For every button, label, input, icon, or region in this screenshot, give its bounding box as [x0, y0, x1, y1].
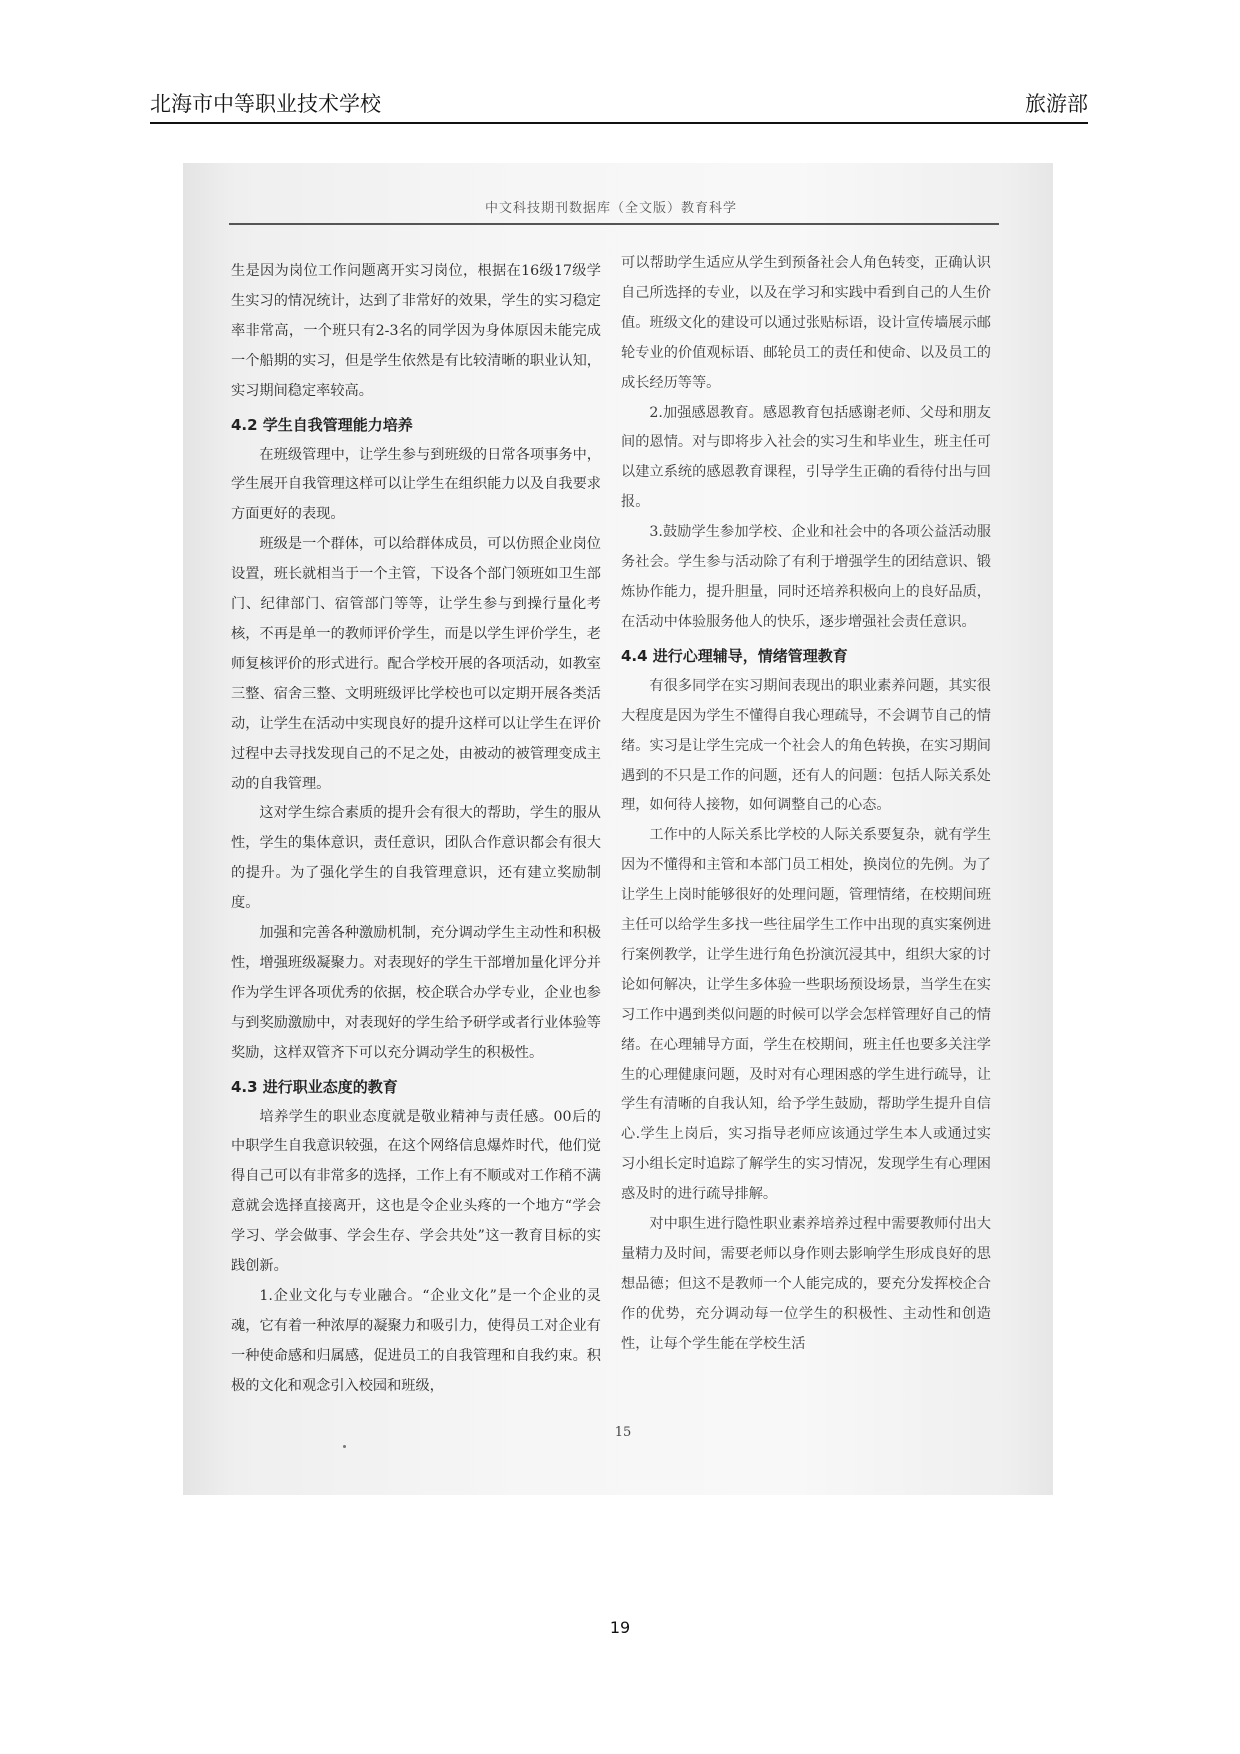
journal-header: 中文科技期刊数据库（全文版）教育科学 [484, 201, 737, 216]
paragraph: 2.加强感恩教育。感恩教育包括感谢老师、父母和朋友间的恩情。对与即将步入社会的实习生和毕业生，班主任可以建立系统的感恩教育课程，引导学生正确的看待付出与回报。 [621, 404, 991, 511]
paragraph: 对中职生进行隐性职业素养培养过程中需要教师付出大量精力及时间，需要老师以身作则去影响学生形成良好的思想品德；但这不是教师一个人能完成的，要充分发挥校企合作的优势，充分调动每一位学生的积极性、主动性和创造性，让每个学生能在学校生活 [621, 1216, 991, 1352]
paragraph: 班级是一个群体，可以给群体成员，可以仿照企业岗位设置，班长就相当于一个主管，下设各个部门领班如卫生部门、纪律部门、宿管部门等等，让学生参与到操行量化考核，不再是单一的教师评价学生，而是以学生评价学生，老师复核评价的形式进行。配合学校开展的各项活动，如教室三整、宿舍三整、文明班级评比学校也可以定期开展各类活动，让学生在活动中实现良好的提升这样可以让学生在评价过程中去寻找发现自己的不足之处，由被动的被管理变成主动的自我管理。 [231, 536, 601, 792]
paragraph: 有很多同学在实习期间表现出的职业素养问题，其实很大程度是因为学生不懂得自我心理疏导，不会调节自己的情绪。实习是让学生完成一个社会人的角色转换，在实习期间遇到的不只是工作的问题，还有人的问题：包括人际关系处理，如何待人接物，如何调整自己的心态。 [621, 677, 991, 814]
paragraph: 在班级管理中，让学生参与到班级的日常各项事务中，学生展开自我管理这样可以让学生在组织能力以及自我要求方面更好的表现。 [231, 446, 601, 523]
school-name: 北海市中等职业技术学校 [150, 92, 381, 116]
journal-header-rule [229, 223, 999, 225]
paragraph: 1.企业文化与专业融合。“企业文化”是一个企业的灵魂，它有着一种浓厚的凝聚力和吸引力，使得员工对企业有一种使命感和归属感，促进员工的自我管理和自我约束。积极的文化和观念引入校园和班级， [231, 1288, 601, 1394]
right-column [621, 249, 991, 1360]
page-header [150, 86, 1088, 124]
paragraph: 培养学生的职业态度就是敬业精神与责任感。00后的中职学生自我意识较强，在这个网络信息爆炸时代，他们觉得自己可以有非常多的选择，工作上有不顺或对工作稍不满意就会选择直接离开，这也是令企业头疼的一个地方“学会学习、学会做事、学会生存、学会共处”这一教育目标的实践创新。 [231, 1108, 601, 1275]
paragraph: 工作中的人际关系比学校的人际关系要复杂，就有学生因为不懂得和主管和本部门员工相处，换岗位的先例。为了让学生上岗时能够很好的处理问题，管理情绪，在校期间班主任可以给学生多找一些往届学生工作中出现的真实案例进行案例教学，让学生进行角色扮演沉浸其中，组织大家的讨论如何解决，让学生多体验一些职场预设场景，当学生在实习工作中遇到类似问题的时候可以学会怎样管理好自己的情绪。在心理辅导方面，学生在校期间，班主任也要多关注学生的心理健康问题，及时对有心理困惑的学生进行疏导，让学生有清晰的自我认知，给予学生鼓励，帮助学生提升自信心.学生上岗后，实习指导老师应该通过学生本人或通过实习小组长定时追踪了解学生的实习情况，发现学生有心理困惑及时的进行疏导排解。 [621, 827, 991, 1203]
section-heading: 4.3 进行职业态度的教育 [231, 1077, 398, 1096]
paragraph: 这对学生综合素质的提升会有很大的帮助，学生的服从性，学生的集体意识，责任意识，团队合作意识都会有很大的提升。为了强化学生的自我管理意识，还有建立奖励制度。 [231, 805, 601, 912]
section-heading: 4.4 进行心理辅导，情绪管理教育 [621, 646, 848, 665]
journal-page-number: 15 [614, 1425, 632, 1440]
paragraph: 加强和完善各种激励机制，充分调动学生主动性和积极性，增强班级凝聚力。对表现好的学生干部增加量化评分并作为学生评各项优秀的依据，校企联合办学专业，企业也参与到奖励激励中，对表现好的学生给予研学或者行业体验等奖励，这样双管齐下可以充分调动学生的积极性。 [231, 925, 601, 1061]
section-heading: 4.2 学生自我管理能力培养 [231, 415, 413, 434]
left-column [231, 257, 601, 1402]
page-number: 19 [609, 1618, 631, 1637]
department-name: 旅游部 [1025, 92, 1088, 116]
paragraph: 3.鼓励学生参加学校、企业和社会中的各项公益活动服务社会。学生参与活动除了有利于增强学生的团结意识、锻炼协作能力，提升胆量，同时还培养积极向上的良好品质，在活动中体验服务他人的快乐，逐步增强社会责任意识。 [621, 524, 991, 630]
paragraph: 生是因为岗位工作问题离开实习岗位，根据在16级17级学生实习的情况统计，达到了非常好的效果，学生的实习稳定率非常高，一个班只有2-3名的同学因为身体原因未能完成一个船期的实习，但是学生依然是有比较清晰的职业认知，实习期间稳定率较高。 [231, 263, 601, 399]
paragraph: 可以帮助学生适应从学生到预备社会人角色转变，正确认识自己所选择的专业，以及在学习和实践中看到自己的人生价值。班级文化的建设可以通过张贴标语，设计宣传墙展示邮轮专业的价值观标语、邮轮员工的责任和使命、以及员工的成长经历等等。 [621, 255, 991, 391]
scanned-journal-page [183, 163, 1053, 1495]
scan-speck [343, 1445, 346, 1448]
